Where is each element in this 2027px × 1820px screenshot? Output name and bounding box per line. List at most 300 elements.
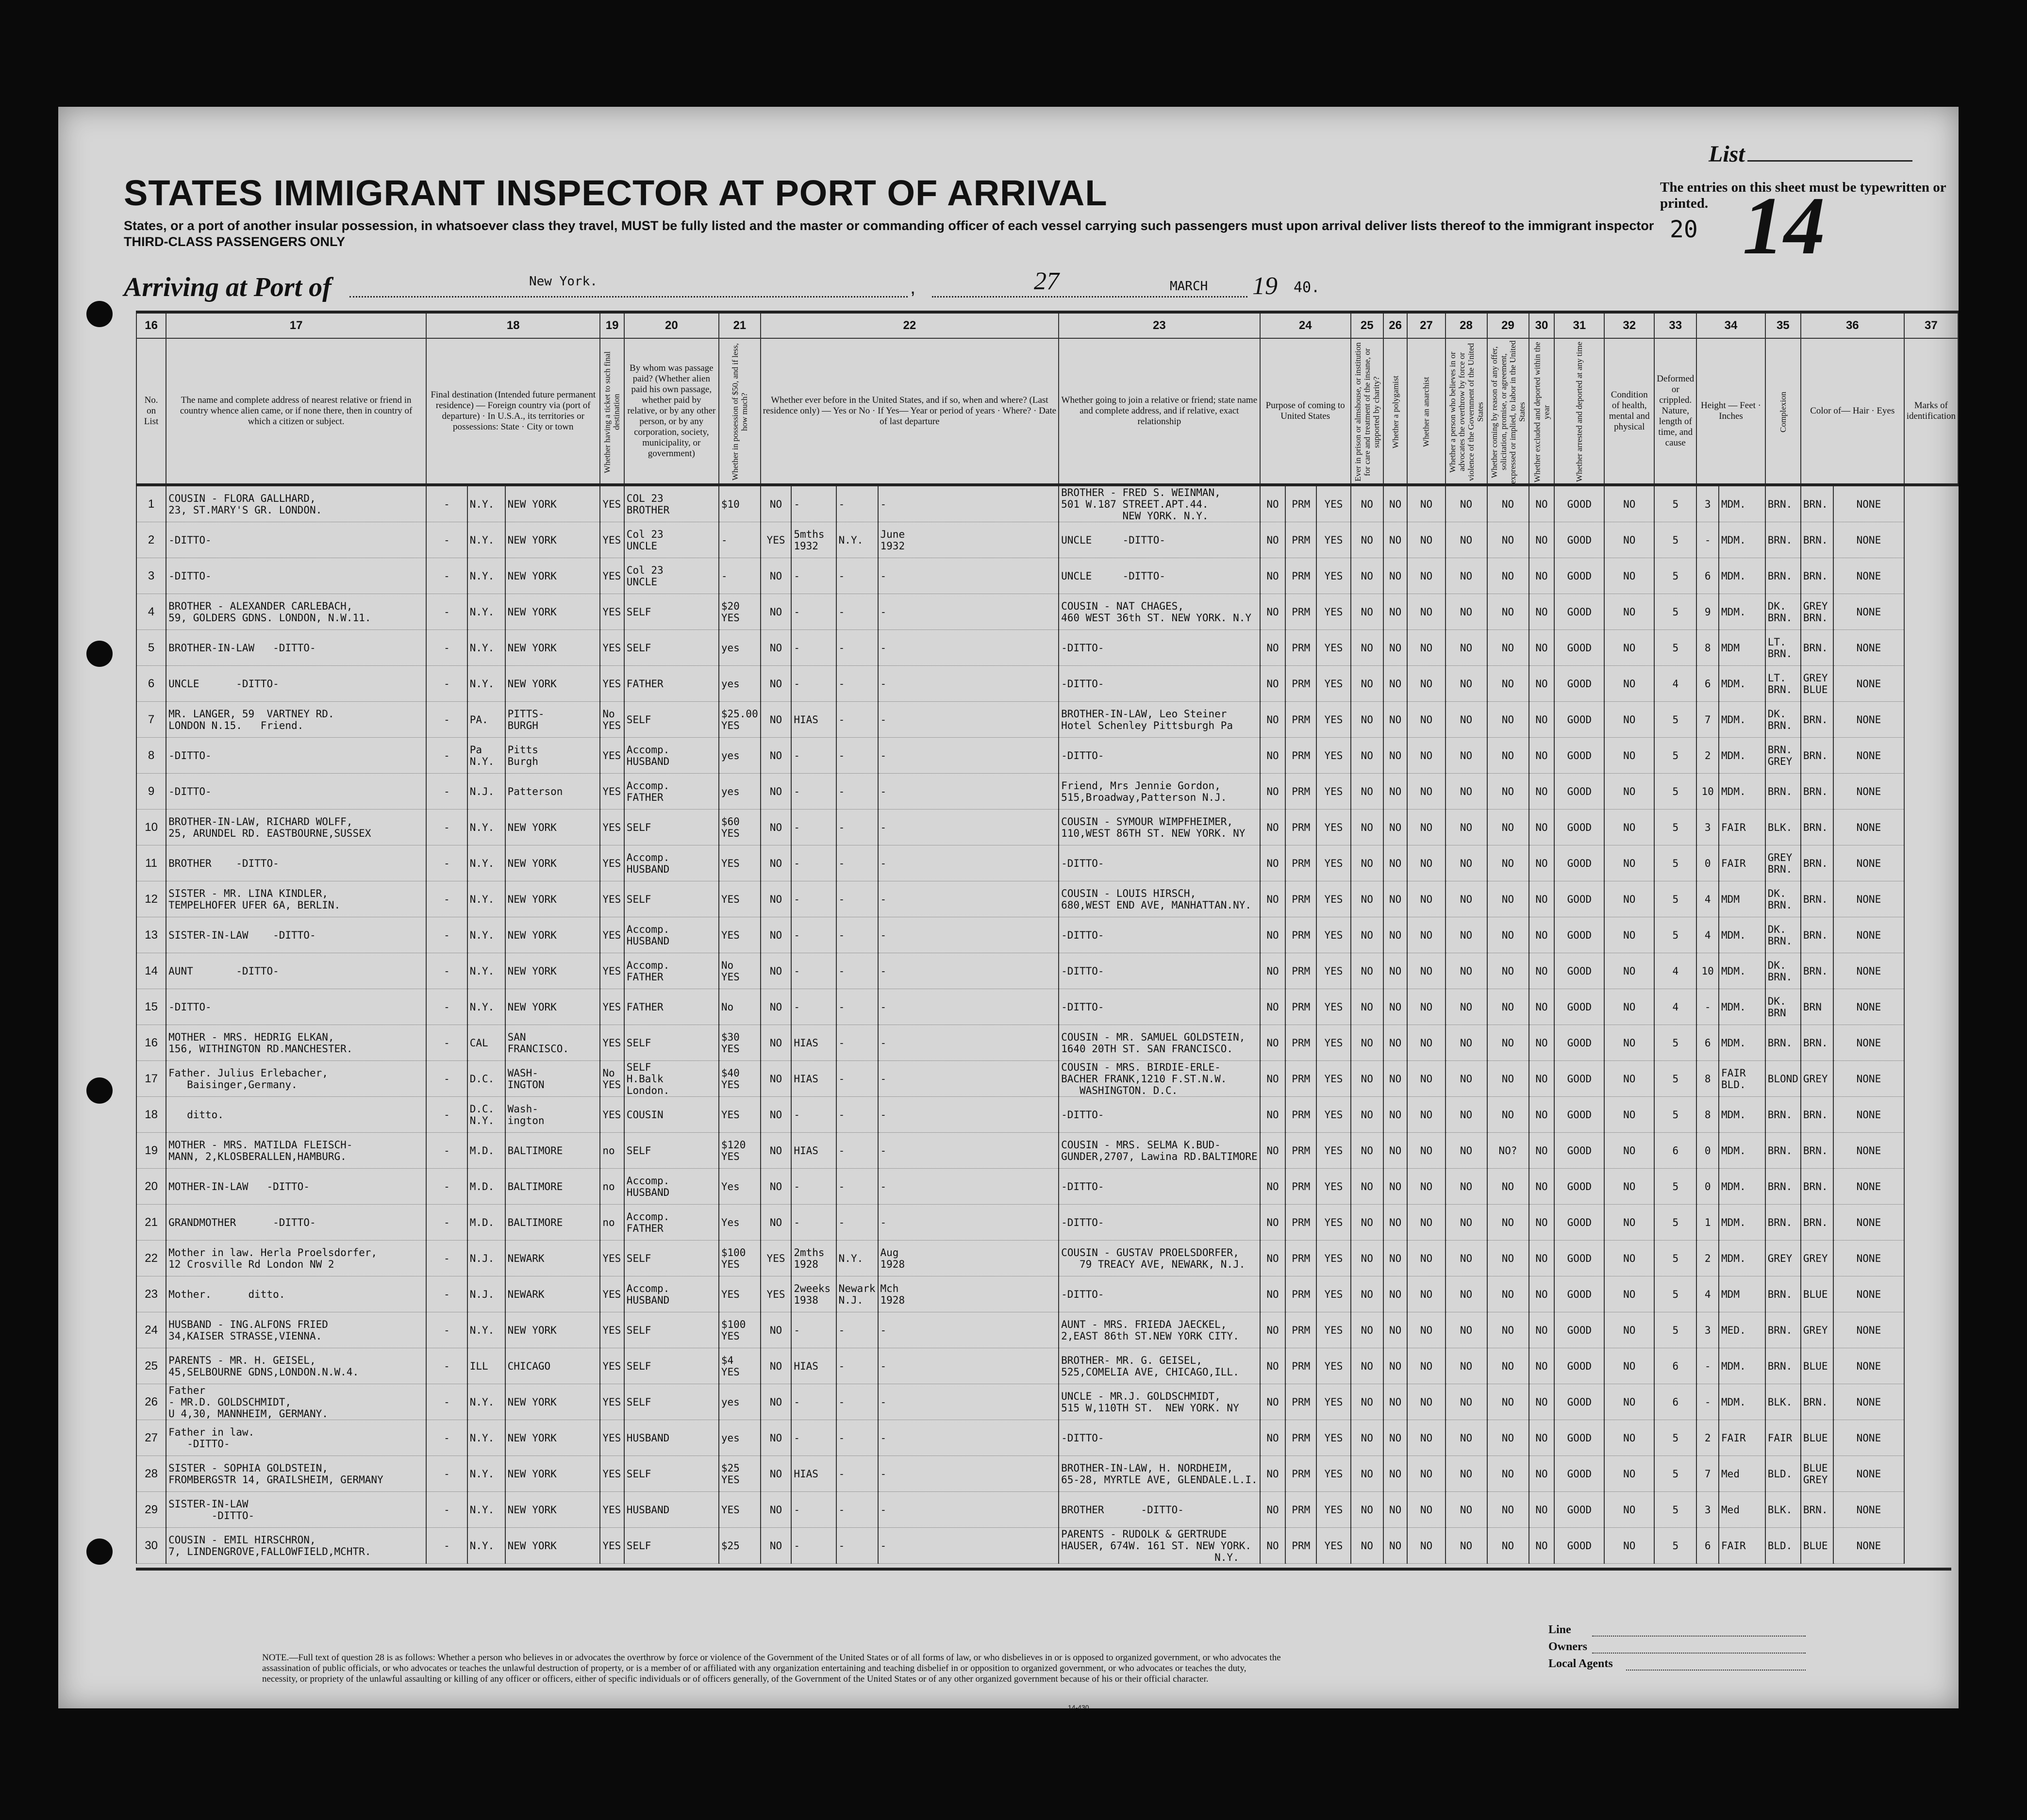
cell-rel: BROTHER-IN-LAW, RICHARD WOLFF, 25, ARUNDEL RD. EASTBOURNE,SUSSEX — [166, 810, 426, 845]
cell-complexion: MDM. — [1719, 558, 1765, 594]
cell-in: 2 — [1696, 1241, 1719, 1276]
cell-no: 30 — [136, 1528, 166, 1564]
cell-complexion: MDM — [1719, 881, 1765, 917]
cell-ft: 5 — [1654, 1492, 1696, 1528]
col-num: 26 — [1383, 312, 1408, 338]
cell-rel: Mother. ditto. — [166, 1276, 426, 1312]
cell-health: GOOD — [1554, 485, 1604, 522]
cell-p2: PRM — [1285, 1492, 1316, 1528]
cell-no: 14 — [136, 953, 166, 989]
cell-money: $20 YES — [719, 594, 761, 630]
cell-c26: NO — [1383, 522, 1408, 558]
cell-c28: NO — [1445, 1061, 1487, 1097]
binder-hole — [86, 301, 113, 327]
cell-before: NO — [761, 1025, 792, 1061]
cell-c27: NO — [1407, 774, 1445, 810]
table-row — [136, 953, 1958, 989]
cell-dep: - — [878, 1312, 1059, 1348]
cell-via: - — [426, 1384, 467, 1420]
cell-deformed: NO — [1604, 989, 1654, 1025]
cell-via: - — [426, 666, 467, 702]
cell-hair: DK. BRN — [1765, 989, 1801, 1025]
cell-before: NO — [761, 1384, 792, 1420]
cell-rel: Mother in law. Herla Proelsdorfer, 12 Crosville Rd London NW 2 — [166, 1241, 426, 1276]
cell-ft: 5 — [1654, 881, 1696, 917]
cell-p3: YES — [1316, 1276, 1351, 1312]
cell-eyes: BRN. — [1801, 845, 1833, 881]
col-num: 27 — [1407, 312, 1445, 338]
cell-money: yes — [719, 738, 761, 774]
cell-health: GOOD — [1554, 881, 1604, 917]
cell-money: yes — [719, 1420, 761, 1456]
cell-ticket: YES — [600, 1241, 624, 1276]
table-row — [136, 774, 1958, 810]
cell-p2: PRM — [1285, 917, 1316, 953]
col-num: 32 — [1604, 312, 1654, 338]
cell-ticket: YES — [600, 1097, 624, 1133]
col-num: 24 — [1260, 312, 1351, 338]
cell-c26: NO — [1383, 1456, 1408, 1492]
cell-ticket: YES — [600, 1528, 624, 1564]
cell-p3: YES — [1316, 1492, 1351, 1528]
cell-deformed: NO — [1604, 1528, 1654, 1564]
cell-deformed: NO — [1604, 666, 1654, 702]
cell-before: NO — [761, 558, 792, 594]
cell-where: N.Y. — [836, 522, 878, 558]
cell-c26: NO — [1383, 774, 1408, 810]
cell-in: 6 — [1696, 558, 1719, 594]
cell-p3: YES — [1316, 1241, 1351, 1276]
cell-city: NEW YORK — [505, 558, 600, 594]
cell-p3: YES — [1316, 738, 1351, 774]
cell-c26: NO — [1383, 630, 1408, 666]
cell-hair: DK. BRN. — [1765, 917, 1801, 953]
column-numbers — [136, 312, 1958, 338]
cell-dep: - — [878, 1169, 1059, 1205]
cell-paid: SELF — [624, 810, 719, 845]
cell-paid: SELF — [624, 1025, 719, 1061]
cell-where: - — [836, 485, 878, 522]
cell-marks: NONE — [1833, 953, 1904, 989]
cell-p1: NO — [1260, 1492, 1286, 1528]
cell-paid: SELF — [624, 594, 719, 630]
cell-c25: NO — [1351, 1025, 1383, 1061]
cell-c25: NO — [1351, 702, 1383, 738]
cell-ticket: YES — [600, 1492, 624, 1528]
cell-rel: BROTHER -DITTO- — [166, 845, 426, 881]
arrival-year-prefix: 19 — [1252, 272, 1278, 300]
cell-via: - — [426, 1348, 467, 1384]
cell-in: 6 — [1696, 1025, 1719, 1061]
cell-state: N.Y. — [467, 1492, 505, 1528]
cell-p1: NO — [1260, 1384, 1286, 1420]
cell-p3: YES — [1316, 845, 1351, 881]
cell-years: - — [791, 1420, 836, 1456]
cell-no: 25 — [136, 1348, 166, 1384]
header-arrested: Whether arrested and deported at any time — [1554, 338, 1604, 485]
cell-c30: NO — [1529, 666, 1555, 702]
cell-hair: BRN. — [1765, 774, 1801, 810]
cell-join: -DITTO- — [1059, 953, 1260, 989]
cell-complexion: MDM — [1719, 1276, 1765, 1312]
cell-join: COUSIN - LOUIS HIRSCH, 680,WEST END AVE, MANHATTAN.NY. — [1059, 881, 1260, 917]
cell-health: GOOD — [1554, 630, 1604, 666]
cell-c30: NO — [1529, 1384, 1555, 1420]
cell-c25: NO — [1351, 485, 1383, 522]
cell-join: -DITTO- — [1059, 1276, 1260, 1312]
cell-before: NO — [761, 1528, 792, 1564]
cell-where: - — [836, 594, 878, 630]
cell-ft: 5 — [1654, 558, 1696, 594]
cell-health: GOOD — [1554, 1276, 1604, 1312]
cell-no: 28 — [136, 1456, 166, 1492]
sheet-number: 20 — [1670, 216, 1698, 243]
cell-c30: NO — [1529, 1169, 1555, 1205]
line-field — [1592, 1636, 1806, 1637]
cell-years: 5mths 1932 — [791, 522, 836, 558]
cell-dep: - — [878, 1133, 1059, 1169]
cell-p3: YES — [1316, 522, 1351, 558]
cell-c29: NO — [1487, 1025, 1529, 1061]
cell-paid: SELF — [624, 1312, 719, 1348]
cell-state: N.Y. — [467, 953, 505, 989]
arriving-label: Arriving at Port of — [124, 272, 332, 302]
cell-c30: NO — [1529, 1492, 1555, 1528]
cell-p3: YES — [1316, 1528, 1351, 1564]
cell-years: - — [791, 989, 836, 1025]
cell-years: HIAS — [791, 1133, 836, 1169]
cell-p2: PRM — [1285, 1241, 1316, 1276]
cell-complexion: MDM. — [1719, 666, 1765, 702]
header-no-on-list: No. on List — [136, 338, 166, 485]
cell-dep: - — [878, 1025, 1059, 1061]
cell-join: UNCLE - MR.J. GOLDSCHMIDT, 515 W,110TH ST. NEW YORK. NY — [1059, 1384, 1260, 1420]
cell-p2: PRM — [1285, 594, 1316, 630]
cell-city: NEW YORK — [505, 917, 600, 953]
cell-c25: NO — [1351, 1133, 1383, 1169]
cell-marks: NONE — [1833, 1456, 1904, 1492]
col-num: 17 — [166, 312, 426, 338]
cell-ticket: YES — [600, 1456, 624, 1492]
cell-dep: - — [878, 1456, 1059, 1492]
cell-state: D.C. — [467, 1061, 505, 1097]
cell-years: - — [791, 774, 836, 810]
cell-c30: NO — [1529, 702, 1555, 738]
cell-money: Yes — [719, 1169, 761, 1205]
cell-hair: GREY — [1765, 1241, 1801, 1276]
cell-before: NO — [761, 1061, 792, 1097]
list-label: List — [1709, 141, 1745, 167]
cell-eyes: BRN. — [1801, 953, 1833, 989]
cell-no: 7 — [136, 702, 166, 738]
cell-c27: NO — [1407, 1528, 1445, 1564]
cell-paid: Accomp. FATHER — [624, 774, 719, 810]
cell-ticket: YES — [600, 738, 624, 774]
cell-via: - — [426, 845, 467, 881]
cell-c27: NO — [1407, 845, 1445, 881]
manifest-sheet — [58, 107, 1959, 1711]
header-money: Whether in possession of $50, and if less, how much? — [719, 338, 761, 485]
cell-c29: NO — [1487, 1205, 1529, 1241]
cell-p3: YES — [1316, 989, 1351, 1025]
cell-c29: NO — [1487, 774, 1529, 810]
col-num: 36 — [1801, 312, 1904, 338]
cell-dep: - — [878, 558, 1059, 594]
cell-c26: NO — [1383, 1384, 1408, 1420]
cell-join: Friend, Mrs Jennie Gordon, 515,Broadway,Patterson N.J. — [1059, 774, 1260, 810]
cell-p1: NO — [1260, 845, 1286, 881]
cell-eyes: BRN. — [1801, 702, 1833, 738]
cell-marks: NONE — [1833, 1384, 1904, 1420]
cell-via: - — [426, 1312, 467, 1348]
cell-years: - — [791, 630, 836, 666]
cell-p2: PRM — [1285, 845, 1316, 881]
cell-join: BROTHER- MR. G. GEISEL, 525,COMELIA AVE, CHICAGO,ILL. — [1059, 1348, 1260, 1384]
cell-health: GOOD — [1554, 1420, 1604, 1456]
table-row — [136, 1456, 1958, 1492]
cell-via: - — [426, 738, 467, 774]
cell-health: GOOD — [1554, 774, 1604, 810]
cell-paid: SELF — [624, 881, 719, 917]
cell-before: NO — [761, 989, 792, 1025]
cell-p2: PRM — [1285, 1456, 1316, 1492]
passenger-rows — [136, 485, 1958, 1564]
cell-via: - — [426, 1169, 467, 1205]
cell-c29: NO — [1487, 522, 1529, 558]
cell-c29: NO — [1487, 594, 1529, 630]
cell-city: NEW YORK — [505, 881, 600, 917]
cell-money: Yes — [719, 1205, 761, 1241]
page-title: STATES IMMIGRANT INSPECTOR AT PORT OF ARRIVAL — [124, 173, 1108, 213]
cell-where: - — [836, 1097, 878, 1133]
cell-ft: 5 — [1654, 485, 1696, 522]
cell-ticket: YES — [600, 774, 624, 810]
cell-complexion: MDM. — [1719, 774, 1765, 810]
table-row — [136, 558, 1958, 594]
cell-p2: PRM — [1285, 1025, 1316, 1061]
cell-state: N.Y. — [467, 1528, 505, 1564]
cell-state: N.Y. — [467, 630, 505, 666]
cell-hair: DK. BRN. — [1765, 702, 1801, 738]
table-row — [136, 845, 1958, 881]
cell-c25: NO — [1351, 953, 1383, 989]
cell-p1: NO — [1260, 1456, 1286, 1492]
cell-city: NEW YORK — [505, 1456, 600, 1492]
cell-marks: NONE — [1833, 810, 1904, 845]
cell-rel: SISTER - MR. LINA KINDLER, TEMPELHOFER UFER 6A, BERLIN. — [166, 881, 426, 917]
cell-ft: 5 — [1654, 1169, 1696, 1205]
cell-paid: SELF H.Balk London. — [624, 1061, 719, 1097]
cell-years: - — [791, 953, 836, 989]
column-headers — [136, 338, 1958, 485]
cell-hair: BLK. — [1765, 810, 1801, 845]
cell-ft: 5 — [1654, 1456, 1696, 1492]
cell-deformed: NO — [1604, 1097, 1654, 1133]
table-row — [136, 1492, 1958, 1528]
cell-p2: PRM — [1285, 738, 1316, 774]
cell-paid: SELF — [624, 630, 719, 666]
cell-eyes: GREY — [1801, 1241, 1833, 1276]
cell-city: PITTS- BURGH — [505, 702, 600, 738]
cell-money: $60 YES — [719, 810, 761, 845]
cell-c27: NO — [1407, 485, 1445, 522]
cell-ticket: YES — [600, 666, 624, 702]
cell-hair: BRN. — [1765, 558, 1801, 594]
cell-c28: NO — [1445, 881, 1487, 917]
cell-hair: BRN. — [1765, 1312, 1801, 1348]
cell-where: N.Y. — [836, 1241, 878, 1276]
cell-health: GOOD — [1554, 1133, 1604, 1169]
cell-deformed: NO — [1604, 1348, 1654, 1384]
cell-where: - — [836, 989, 878, 1025]
cell-no: 1 — [136, 485, 166, 522]
list-number: 14 — [1743, 180, 1825, 271]
cell-c28: NO — [1445, 1492, 1487, 1528]
col-num: 22 — [761, 312, 1059, 338]
cell-c28: NO — [1445, 1348, 1487, 1384]
cell-p2: PRM — [1285, 630, 1316, 666]
cell-c28: NO — [1445, 1420, 1487, 1456]
cell-dep: - — [878, 953, 1059, 989]
table-row — [136, 1097, 1958, 1133]
cell-c26: NO — [1383, 1169, 1408, 1205]
cell-health: GOOD — [1554, 522, 1604, 558]
cell-c30: NO — [1529, 1025, 1555, 1061]
cell-state: M.D. — [467, 1133, 505, 1169]
cell-p1: NO — [1260, 1169, 1286, 1205]
passenger-table — [136, 311, 1959, 1564]
cell-via: - — [426, 810, 467, 845]
cell-ticket: No YES — [600, 1061, 624, 1097]
cell-c26: NO — [1383, 845, 1408, 881]
cell-p3: YES — [1316, 1348, 1351, 1384]
entries-note: The entries on this sheet must be typewritten or printed. — [1660, 180, 1946, 211]
cell-c30: NO — [1529, 738, 1555, 774]
cell-ticket: no — [600, 1169, 624, 1205]
cell-health: GOOD — [1554, 1169, 1604, 1205]
cell-in: 3 — [1696, 485, 1719, 522]
cell-join: -DITTO- — [1059, 738, 1260, 774]
cell-c25: NO — [1351, 666, 1383, 702]
col-num: 20 — [624, 312, 719, 338]
cell-c26: NO — [1383, 1276, 1408, 1312]
cell-city: WASH- INGTON — [505, 1061, 600, 1097]
cell-eyes: BRN. — [1801, 630, 1833, 666]
cell-complexion: MDM. — [1719, 1384, 1765, 1420]
cell-c30: NO — [1529, 1312, 1555, 1348]
cell-c29: NO — [1487, 1241, 1529, 1276]
cell-c27: NO — [1407, 522, 1445, 558]
cell-dep: - — [878, 1420, 1059, 1456]
cell-join: -DITTO- — [1059, 1420, 1260, 1456]
cell-p2: PRM — [1285, 1384, 1316, 1420]
cell-before: NO — [761, 1348, 792, 1384]
question-28-note: NOTE.—Full text of question 28 is as follows: Whether a person who believes in or advocates the overthrow by force or violence of the Government of the United States or of all forms of law, or who disbelieves in or is opposed to organized government, or who advocates the assassination of public officials, or who advocates or teaches the unlawful destruction of property, or is a member of or affiliated with any organization entertaining and teaching disbelief in or opposition to organized government, or who advocates or teaches the duty, necessity, or propriety of the unlawful assaulting or killing of any officer or officers, either of specific individuals or of officers generally, of the Government of the United States or of any other organized government because of his or their official character. — [262, 1653, 1281, 1684]
cell-ft: 6 — [1654, 1133, 1696, 1169]
cell-ft: 4 — [1654, 953, 1696, 989]
cell-in: 3 — [1696, 810, 1719, 845]
cell-c25: NO — [1351, 738, 1383, 774]
cell-p1: NO — [1260, 953, 1286, 989]
cell-via: - — [426, 485, 467, 522]
header-labor-offer: Whether coming by reason of any offer, solicitation, promise, or agreement, expressed or implied, to labor in the United States — [1487, 338, 1529, 485]
cell-paid: COUSIN — [624, 1097, 719, 1133]
cell-complexion: FAIR — [1719, 845, 1765, 881]
cell-money: $25 YES — [719, 1456, 761, 1492]
cell-deformed: NO — [1604, 1384, 1654, 1420]
cell-complexion: MDM. — [1719, 1205, 1765, 1241]
table-row — [136, 702, 1958, 738]
cell-complexion: Med — [1719, 1492, 1765, 1528]
col-num: 23 — [1059, 312, 1260, 338]
cell-dep: - — [878, 774, 1059, 810]
cell-ticket: YES — [600, 485, 624, 522]
cell-complexion: MDM. — [1719, 1097, 1765, 1133]
cell-ft: 5 — [1654, 738, 1696, 774]
cell-c25: NO — [1351, 1384, 1383, 1420]
cell-marks: NONE — [1833, 1492, 1904, 1528]
cell-p3: YES — [1316, 1169, 1351, 1205]
cell-rel: MOTHER-IN-LAW -DITTO- — [166, 1169, 426, 1205]
table-row — [136, 1276, 1958, 1312]
cell-marks: NONE — [1833, 1276, 1904, 1312]
table-row — [136, 666, 1958, 702]
cell-health: GOOD — [1554, 1025, 1604, 1061]
cell-via: - — [426, 630, 467, 666]
cell-c27: NO — [1407, 1025, 1445, 1061]
cell-where: - — [836, 630, 878, 666]
cell-p1: NO — [1260, 810, 1286, 845]
cell-paid: Accomp. HUSBAND — [624, 1276, 719, 1312]
cell-ticket: no — [600, 1133, 624, 1169]
cell-p2: PRM — [1285, 1420, 1316, 1456]
cell-in: 6 — [1696, 666, 1719, 702]
cell-complexion: MDM. — [1719, 522, 1765, 558]
cell-in: 2 — [1696, 738, 1719, 774]
cell-join: -DITTO- — [1059, 630, 1260, 666]
cell-dep: - — [878, 630, 1059, 666]
cell-city: NEW YORK — [505, 845, 600, 881]
cell-in: 3 — [1696, 1312, 1719, 1348]
cell-c30: NO — [1529, 1133, 1555, 1169]
cell-c27: NO — [1407, 1061, 1445, 1097]
cell-c25: NO — [1351, 881, 1383, 917]
cell-c26: NO — [1383, 917, 1408, 953]
arrival-year-suffix: 40. — [1294, 279, 1320, 296]
cell-marks: NONE — [1833, 594, 1904, 630]
cell-dep: - — [878, 702, 1059, 738]
cell-ft: 5 — [1654, 1205, 1696, 1241]
cell-c25: NO — [1351, 810, 1383, 845]
cell-p1: NO — [1260, 1025, 1286, 1061]
cell-p2: PRM — [1285, 1312, 1316, 1348]
cell-no: 4 — [136, 594, 166, 630]
cell-complexion: FAIR — [1719, 1420, 1765, 1456]
cell-ft: 5 — [1654, 774, 1696, 810]
header-color: Color of— Hair · Eyes — [1801, 338, 1904, 485]
cell-ticket: YES — [600, 810, 624, 845]
cell-money: - — [719, 558, 761, 594]
cell-c30: NO — [1529, 1241, 1555, 1276]
cell-money: $30 YES — [719, 1025, 761, 1061]
header-final-destination: Final destination (Intended future permanent residence) — Foreign country via (port of departure) · In U.S.A., its territories or possessions: State · City or town — [426, 338, 600, 485]
cell-deformed: NO — [1604, 881, 1654, 917]
cell-city: NEWARK — [505, 1276, 600, 1312]
cell-marks: NONE — [1833, 1348, 1904, 1384]
cell-paid: SELF — [624, 1241, 719, 1276]
cell-p3: YES — [1316, 1420, 1351, 1456]
cell-complexion: MDM. — [1719, 738, 1765, 774]
